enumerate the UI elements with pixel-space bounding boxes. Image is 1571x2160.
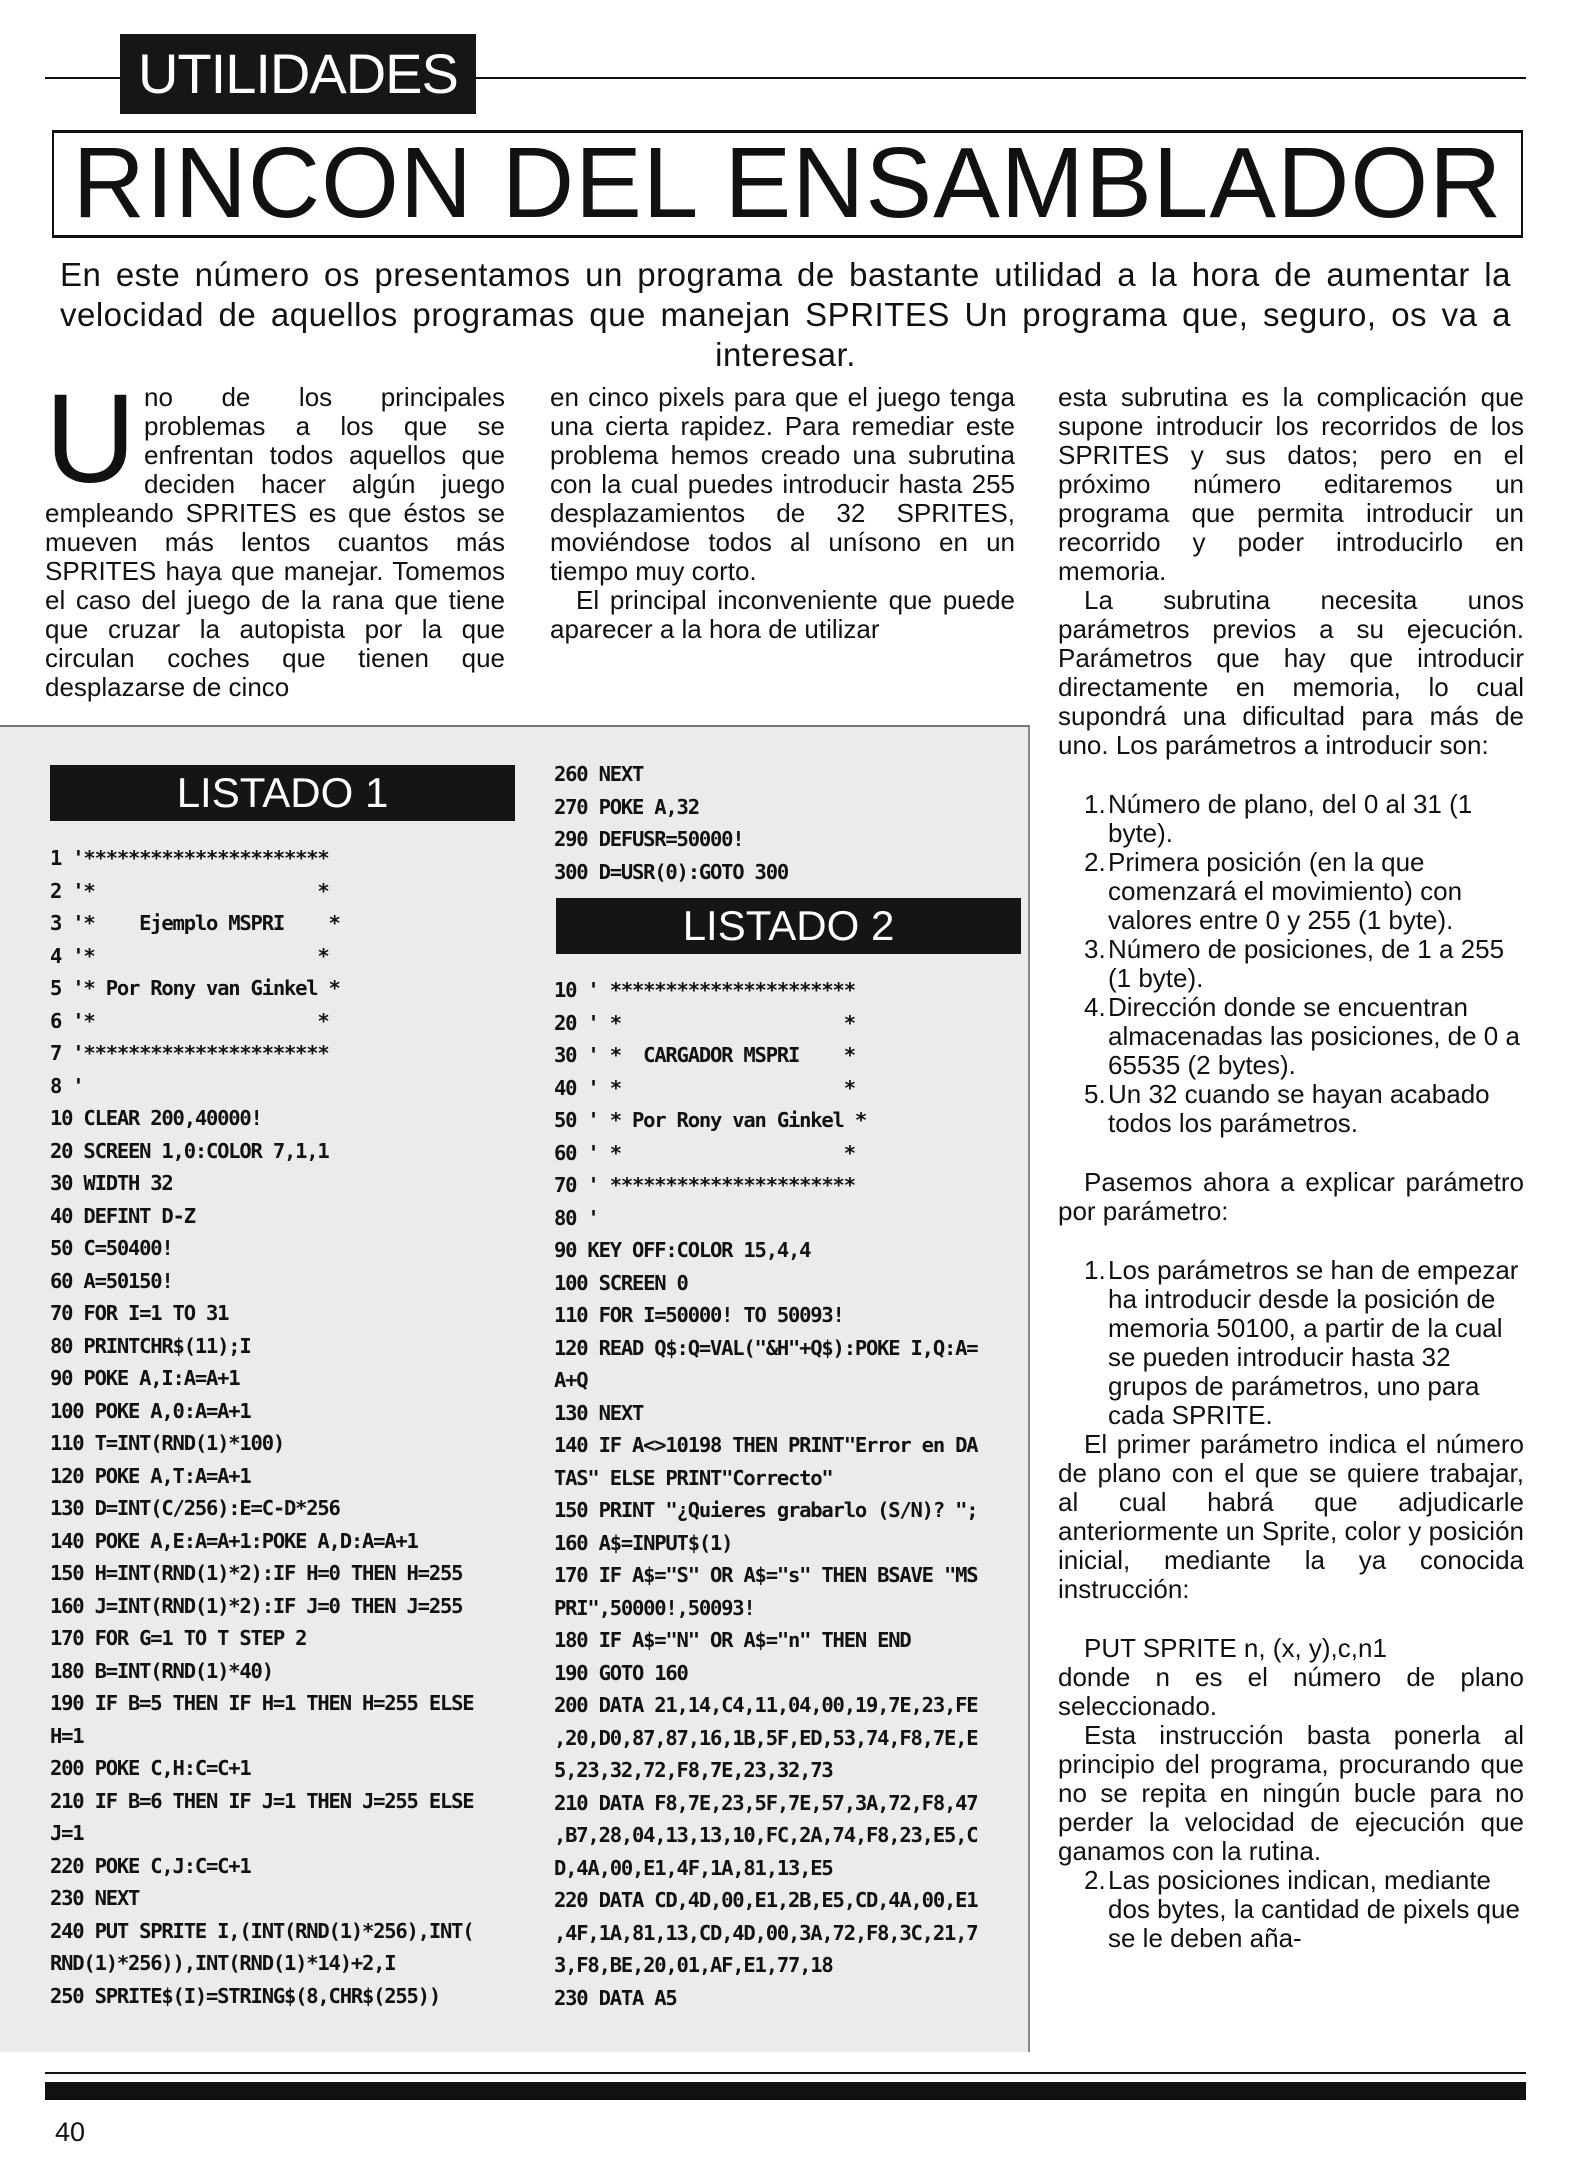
explanation-list-1 (1058, 1256, 1524, 1430)
code-line: 20 SCREEN 1,0:COLOR 7,1,1 (50, 1138, 329, 1163)
code-line: 190 GOTO 160 (554, 1660, 688, 1685)
explanation-list-2 (1058, 1866, 1524, 1953)
code-line: 140 POKE A,E:A=A+1:POKE A,D:A=A+1 (50, 1528, 418, 1553)
code-line: 110 FOR I=50000! TO 50093! (554, 1303, 844, 1327)
listing-1-code (50, 842, 473, 2012)
article-intro: En este número os presentamos un programa de bastante utilidad a la hora de aumentar la velocidad de aquellos programas que manejan SPRITES Un programa que, seguro, os va a interesar. (60, 256, 1511, 373)
code-line: 2 '* * (50, 878, 329, 903)
drop-cap: U (45, 368, 136, 509)
code-line: 20 ' * * (554, 1010, 855, 1035)
code-line: 10 CLEAR 200,40000! (50, 1106, 262, 1130)
code-line: 240 PUT SPRITE I,(INT(RND(1)*256),INT( (50, 1918, 474, 1943)
code-line: TAS" ELSE PRINT"Correcto" (554, 1465, 833, 1490)
parameter-item: 1. Número de plano, del 0 al 31 (1 byte). (1084, 789, 1473, 848)
code-line: 50 ' * Por Rony van Ginkel * (554, 1108, 866, 1132)
code-line: 100 POKE A,0:A=A+1 (50, 1398, 251, 1423)
code-line: 160 J=INT(RND(1)*2):IF J=0 THEN J=255 (50, 1593, 463, 1618)
code-line: 210 DATA F8,7E,23,5F,7E,57,3A,72,F8,47 (554, 1790, 978, 1815)
listing-1-header: LISTADO 1 (50, 765, 515, 821)
page-number: 40 (55, 2117, 86, 2147)
column-3-paragraph-4: El primer parámetro indica el número de plano con el que se quiere trabajar, al cual habrá que adjudicarle anteriormente un Sprite, color y posición inicial, mediante la ya conocida instrucción: (1058, 1429, 1524, 1604)
column-3-paragraph-5: donde n es el número de plano seleccionado. (1058, 1662, 1524, 1721)
code-line: 200 DATA 21,14,C4,11,04,00,19,7E,23,FE (554, 1693, 978, 1717)
article-title: RINCON DEL ENSAMBLADOR (52, 130, 1523, 238)
code-line: 30 ' * CARGADOR MSPRI * (554, 1043, 855, 1067)
code-line: 90 KEY OFF:COLOR 15,4,4 (554, 1238, 811, 1262)
code-line: 130 D=INT(C/256):E=C-D*256 (50, 1496, 340, 1520)
code-line: 200 POKE C,H:C=C+1 (50, 1756, 251, 1780)
code-line: 5,23,32,72,F8,7E,23,32,73 (554, 1758, 833, 1782)
code-line: 50 C=50400! (50, 1236, 173, 1260)
code-line: 30 WIDTH 32 (50, 1171, 173, 1195)
explanation-item: 1. Los parámetros se han de empezar ha introducir desde la posición de memoria 50100, a partir de la cual se pueden introducir hasta 32 grupos de parámetros, uno para cada SPRITE. (1084, 1255, 1519, 1430)
code-line: 270 POKE A,32 (554, 794, 699, 819)
put-sprite-syntax: PUT SPRITE n, (x, y),c,n1 (1084, 1633, 1387, 1663)
code-line: A+Q (554, 1368, 588, 1392)
code-line: 4 '* * (50, 943, 329, 968)
code-line: H=1 (50, 1723, 84, 1748)
code-line: 130 NEXT (554, 1400, 644, 1425)
footer-rule (45, 2072, 1526, 2074)
listing-2-header: LISTADO 2 (556, 898, 1021, 954)
code-line: 3,F8,BE,20,01,AF,E1,77,18 (554, 1953, 833, 1977)
column-3-paragraph-6: Esta instrucción basta ponerla al principio del programa, procurando que no se repita en ningún bucle para no perder la velocidad de ejecución que ganamos con la rutina. (1058, 1720, 1524, 1866)
code-line: 160 A$=INPUT$(1) (554, 1530, 733, 1555)
parameter-item: 2. Primera posición (en la que comenzará el movimiento) con valores entre 0 y 255 (1 byte). (1084, 847, 1463, 935)
code-line: J=1 (50, 1821, 84, 1845)
code-line: 120 POKE A,T:A=A+1 (50, 1463, 251, 1488)
code-line: ,B7,28,04,13,13,10,FC,2A,74,F8,23,E5,C (554, 1823, 978, 1847)
code-line: 210 IF B=6 THEN IF J=1 THEN J=255 ELSE (50, 1788, 474, 1813)
code-line: 6 '* * (50, 1008, 329, 1033)
code-line: 110 T=INT(RND(1)*100) (50, 1431, 284, 1455)
code-line: 180 B=INT(RND(1)*40) (50, 1658, 273, 1683)
code-line: 250 SPRITE$(I)=STRING$(8,CHR$(255)) (50, 1983, 440, 2008)
code-line: 80 PRINTCHR$(11);I (50, 1333, 251, 1358)
code-line: 80 ' (554, 1205, 599, 1230)
code-line: 60 ' * * (554, 1140, 855, 1165)
code-line: 1 '********************** (50, 846, 329, 870)
code-line: 170 IF A$="S" OR A$="s" THEN BSAVE "MS (554, 1563, 978, 1587)
code-line: 220 DATA CD,4D,00,E1,2B,E5,CD,4A,00,E1 (554, 1888, 978, 1912)
parameter-item: 3. Número de posiciones, de 1 a 255 (1 byte). (1084, 934, 1505, 993)
code-line: 220 POKE C,J:C=C+1 (50, 1853, 251, 1878)
code-line: 300 D=USR(0):GOTO 300 (554, 859, 788, 884)
column-3-paragraph-3: Pasemos ahora a explicar parámetro por parámetro: (1058, 1167, 1524, 1226)
code-line: 40 ' * * (554, 1075, 855, 1100)
code-line: 10 ' ********************** (554, 978, 855, 1002)
column-1 (45, 368, 505, 702)
code-line: PRI",50000!,50093! (554, 1595, 755, 1620)
column-2-paragraph-2: El principal inconveniente que puede aparecer a la hora de utilizar (550, 585, 1015, 644)
code-line: 40 DEFINT D-Z (50, 1203, 195, 1228)
code-line: 70 FOR I=1 TO 31 (50, 1301, 229, 1325)
code-line: 70 ' ********************** (554, 1173, 855, 1197)
code-line: D,4A,00,E1,4F,1A,81,13,E5 (554, 1855, 833, 1880)
code-line: 140 IF A<>10198 THEN PRINT"Error en DA (554, 1433, 978, 1457)
column-1-text: no de los principales problemas a los que se enfrentan todos aquellos que deciden hacer algún juego empleando SPRITES es que éstos se mueven más lentos cuantos más SPRITES haya que manejar. Tomemos el caso del juego de la rana que tiene que cruzar la autopista por la que circulan coches que tienen que desplazarse de cinco (45, 382, 505, 702)
code-line: 180 IF A$="N" OR A$="n" THEN END (554, 1628, 911, 1652)
code-line: ,4F,1A,81,13,CD,4D,00,3A,72,F8,3C,21,7 (554, 1920, 978, 1945)
code-line: 290 DEFUSR=50000! (554, 827, 744, 851)
code-line: ,20,D0,87,87,16,1B,5F,ED,53,74,F8,7E,E (554, 1725, 978, 1750)
parameter-item: 4. Dirección donde se encuentran almacenadas las posiciones, de 0 a 65535 (2 bytes). (1084, 992, 1520, 1080)
column-3 (1058, 383, 1524, 1953)
code-line: 230 DATA A5 (554, 1985, 677, 2010)
code-line: 8 ' (50, 1073, 84, 1098)
code-line: 100 SCREEN 0 (554, 1270, 688, 1295)
code-line: 120 READ Q$:Q=VAL("&H"+Q$):POKE I,Q:A= (554, 1335, 978, 1360)
code-line: 230 NEXT (50, 1886, 140, 1910)
code-line: 90 POKE A,I:A=A+1 (50, 1366, 240, 1390)
code-line: 7 '********************** (50, 1041, 329, 1065)
explanation-item: 2. Las posiciones indican, mediante dos bytes, la cantidad de pixels que se le deben aña- (1084, 1865, 1520, 1953)
code-line: 150 H=INT(RND(1)*2):IF H=0 THEN H=255 (50, 1561, 463, 1585)
section-tag: UTILIDADES (120, 34, 476, 114)
code-line: 5 '* Por Rony van Ginkel * (50, 976, 340, 1000)
column-3-paragraph-1: esta subrutina es la complicación que supone introducir los recorridos de los SPRITES y sus datos; pero en el próximo número editaremos un programa que permita introducir un recorrido y poder introducirlo en memoria. (1058, 382, 1524, 586)
parameter-item: 5. Un 32 cuando se hayan acabado todos los parámetros. (1084, 1079, 1490, 1138)
code-line: 260 NEXT (554, 762, 644, 786)
column-2-paragraph-1: en cinco pixels para que el juego tenga una cierta rapidez. Para remediar este problema hemos creado una subrutina con la cual puedes introducir hasta 255 desplazamientos de 32 SPRITES, moviéndose todos al unísono en un tiempo muy corto. (550, 382, 1015, 586)
code-line: 60 A=50150! (50, 1268, 173, 1293)
code-line: 3 '* Ejemplo MSPRI * (50, 911, 340, 935)
code-line: RND(1)*256)),INT(RND(1)*14)+2,I (50, 1951, 396, 1975)
column-2 (550, 383, 1015, 644)
code-line: 190 IF B=5 THEN IF H=1 THEN H=255 ELSE (50, 1691, 474, 1715)
footer-bar (45, 2082, 1526, 2100)
listing-1-continued-code (554, 758, 788, 888)
code-line: 170 FOR G=1 TO T STEP 2 (50, 1626, 307, 1650)
code-line: 150 PRINT "¿Quieres grabarlo (S/N)? "; (554, 1498, 978, 1522)
parameter-list (1058, 790, 1524, 1138)
listing-2-code (554, 974, 977, 2014)
column-3-paragraph-2: La subrutina necesita unos parámetros previos a su ejecución. Parámetros que hay que introducir directamente en memoria, lo cual supondrá una dificultad para más de uno. Los parámetros a introducir son: (1058, 585, 1524, 760)
